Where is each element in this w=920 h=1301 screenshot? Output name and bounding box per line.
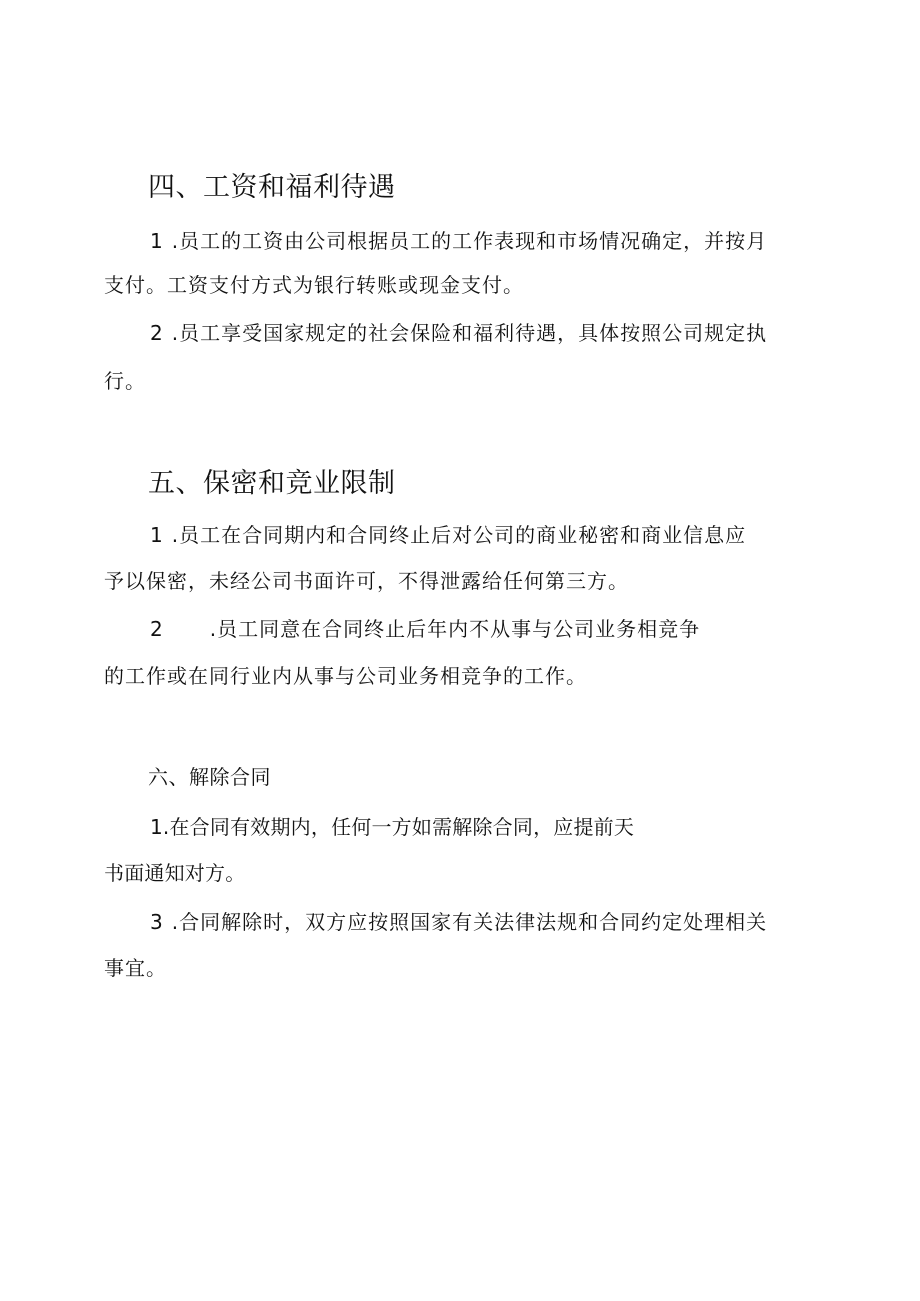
section-6-item-1-line-2: 书面通知对方。 — [104, 861, 246, 885]
section-heading-5: 五、保密和竞业限制 — [148, 468, 396, 499]
section-4-item-1-line-1 — [150, 226, 767, 256]
section-5-item-2-line-2: 的工作或在同行业内从事与公司业务相竞争的工作。 — [104, 664, 587, 688]
item-text: .合同解除时，双方应按照国家有关法律法规和合同约定处理相关 — [171, 910, 768, 934]
item-number: 2 — [150, 617, 164, 641]
section-4-item-2-line-2: 行。 — [104, 369, 146, 393]
item-number: 1 — [150, 229, 164, 253]
section-6-item-1-line-1: 1.在合同有效期内，任何一方如需解除合同，应提前天 — [150, 815, 635, 839]
item-text: .员工的工资由公司根据员工的工作表现和市场情况确定，并按月 — [171, 229, 768, 253]
section-4-item-2-line-1 — [150, 318, 767, 348]
item-number: 1 — [150, 523, 164, 547]
section-6-item-2-line-2: 事宜。 — [104, 956, 167, 980]
item-text: .员工在合同期内和合同终止后对公司的商业秘密和商业信息应 — [171, 523, 747, 547]
section-heading-6: 六、解除合同 — [148, 765, 271, 789]
item-text: .员工享受国家规定的社会保险和福利待遇，具体按照公司规定执 — [171, 321, 768, 345]
section-6-item-2-line-1 — [150, 907, 767, 937]
section-5-item-1-line-2: 予以保密，未经公司书面许可，不得泄露给任何第三方。 — [104, 569, 629, 593]
item-number: 3 — [150, 910, 164, 934]
section-4-item-1-line-2: 支付。工资支付方式为银行转账或现金支付。 — [104, 273, 524, 297]
item-text: .员工同意在合同终止后年内不从事与公司业务相竞争 — [209, 617, 701, 641]
section-5-item-1-line-1 — [150, 520, 746, 550]
section-heading-4: 四、工资和福利待遇 — [148, 172, 396, 203]
section-5-item-2-line-1 — [150, 614, 700, 644]
item-number: 2 — [150, 321, 164, 345]
